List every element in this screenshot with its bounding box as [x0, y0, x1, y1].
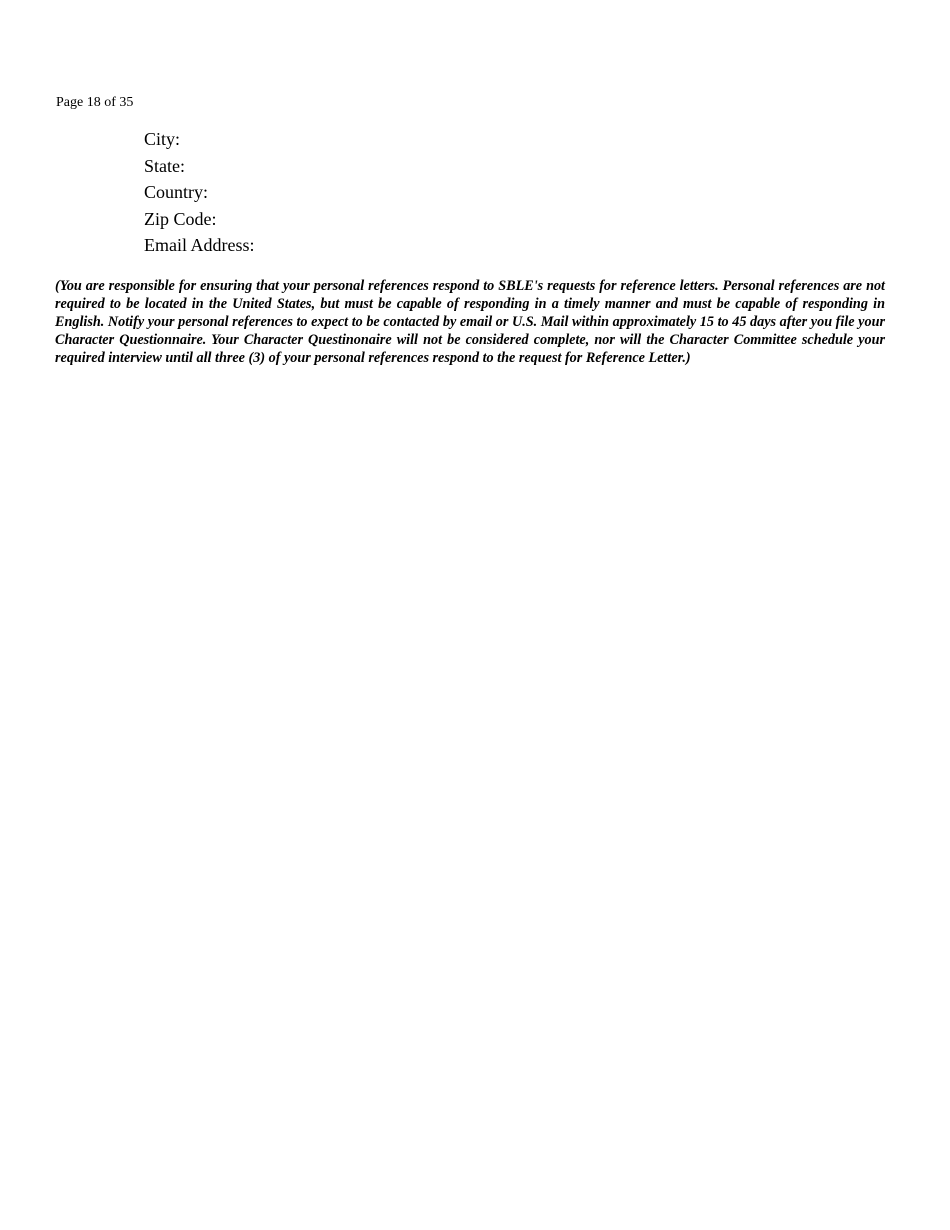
- city-field-label: City:: [144, 129, 181, 149]
- zip-code-field-label: Zip Code:: [144, 208, 217, 229]
- country-field-label: Country:: [144, 182, 209, 202]
- email-address-field-label: Email Address:: [144, 235, 255, 255]
- reference-instructions-notice: (You are responsible for ensuring that your personal references respond to SBLE's requests for reference letters. Personal references are not required to be located in the United States, but must be capable of responding in a timely manner and must be capable of responding in English. Notify your personal references to expect to be contacted by email or U.S. Mail within approximately 15 to 45 days after you file your Character Questionnaire. Your Character Questinonaire will not be considered complete, nor will the Character Committee schedule your required interview until all three (3) of your personal references respond to the request for Reference Letter.): [55, 278, 885, 366]
- reference-address-fields: [144, 126, 255, 259]
- state-field-label: State:: [144, 155, 185, 176]
- page-number: Page 18 of 35: [56, 95, 134, 110]
